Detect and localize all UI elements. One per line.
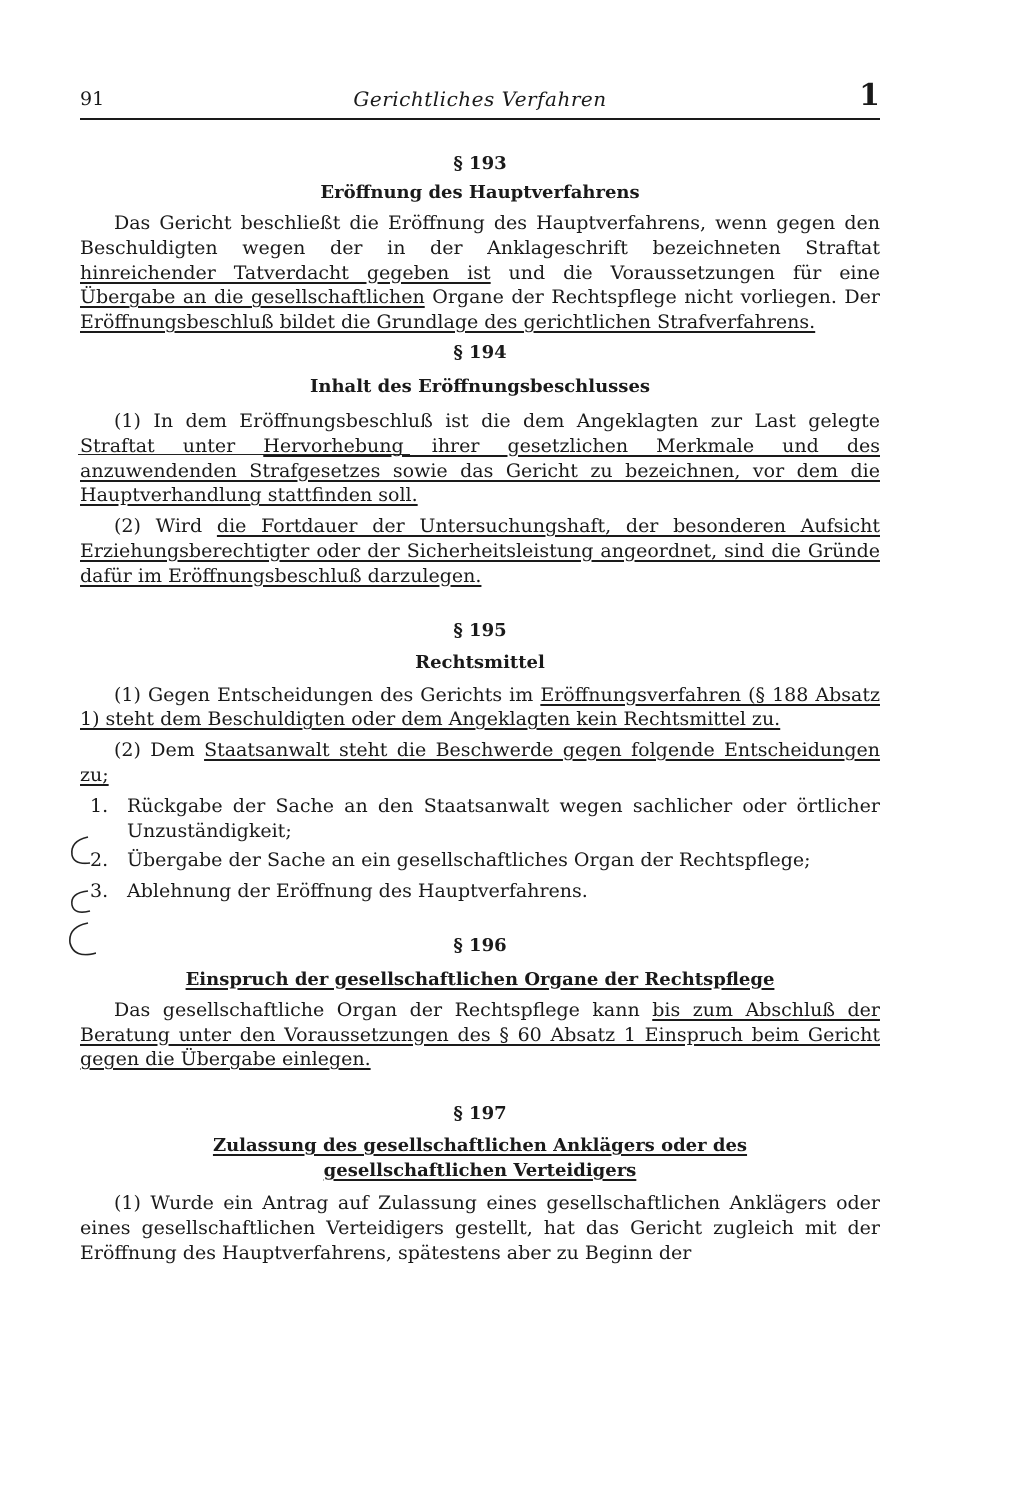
paragraph: (1) Wurde ein Antrag auf Zulassung eines gesellschaftlichen Anklägers oder eines gesellschaftlichen Verteidigers gestellt, hat das Gericht zugleich mit der Eröffnung des Hauptverfahrens, spätestens aber zu Beginn der: [80, 1192, 880, 1264]
underlined-passage: Staatsanwalt steht die Beschwerde gegen folgende Entscheidungen zu;: [80, 739, 880, 786]
section-title: Rechtsmittel: [415, 651, 545, 673]
section-number: § 194: [453, 341, 507, 363]
list-item: 2. Übergabe der Sache an ein gesellschaftliches Organ der Rechtspflege;: [90, 848, 811, 871]
running-title: Gerichtliches Verfahren: [353, 87, 607, 111]
section-number: § 195: [453, 619, 507, 641]
underlined-title: gesellschaftlichen Verteidigers: [323, 1160, 637, 1182]
page-header: [80, 78, 880, 120]
chapter-number: 1: [859, 78, 880, 113]
underlined-passage: Eröffnungsverfahren (§ 188 Absatz 1) steht dem Beschuldigten oder dem Angeklagten kein Rechtsmittel zu.: [80, 683, 880, 731]
section-197: [80, 1100, 880, 1265]
underlined-passage: die Fortdauer der Untersuchungshaft, der besonderen Aufsicht Erziehungsberechtigter oder der Sicherheitsleistung angeordnet, sind die Gründe dafür im Eröffnungsbeschluß darzulegen.: [80, 515, 880, 587]
underlined-passage: hinreichender Tatverdacht gegeben ist: [80, 261, 491, 284]
section-195: [80, 617, 880, 904]
section-title: [80, 1158, 880, 1183]
paragraph: Das gesellschaftliche Organ der Rechtspflege kann bis zum Abschluß der Beratung unter den Voraussetzungen des § 60 Absatz 1 Einspruch beim Gericht gegen die Übergabe einlegen.: [80, 998, 880, 1071]
section-number: § 193: [453, 153, 507, 174]
underlined-passage: Eröffnungsbeschluß bildet die Grundlage des gerichtlichen Strafverfahrens.: [80, 311, 816, 334]
list-item: 1. Rückgabe der Sache an den Staatsanwalt wegen sachlicher oder örtlicher Unzuständigkeit;: [90, 794, 880, 842]
section-title: [80, 967, 880, 992]
underlined-title: Einspruch der gesellschaftlichen Organe der Rechtspflege: [185, 968, 775, 990]
paragraph: (1) In dem Eröffnungsbeschluß ist die dem Angeklagten zur Last gelegte Straftat unter Hervorhebung ihrer gesetzlichen Merkmale und des anzuwendenden Strafgesetzes sowie das Gericht zu bezeichnen, vor dem die Hauptverhandlung stattfinden soll.: [80, 409, 880, 507]
section-title: [80, 1133, 880, 1158]
list-item: 3. Ablehnung der Eröffnung des Hauptverfahrens.: [90, 879, 588, 902]
section-194: [80, 339, 880, 589]
paragraph: Das Gericht beschließt die Eröffnung des Hauptverfahrens, wenn gegen den Beschuldigten wegen der in der Anklageschrift bezeichneten Straftat hinreichender Tatverdacht gegeben ist und die Voraussetzungen für eine Übergabe an die gesellschaftlichen Organe der Rechtspflege nicht vorliegen. Der Eröffnungsbeschluß bildet die Grundlage des gerichtlichen Strafverfahrens.: [80, 212, 880, 334]
underlined-passage: Übergabe an die gesellschaftlichen: [80, 286, 425, 309]
underlined-title: Zulassung des gesellschaftlichen Anklägers oder des: [212, 1135, 748, 1157]
document-page: [80, 78, 880, 1266]
paragraph: (1) Gegen Entscheidungen des Gerichts im Eröffnungsverfahren (§ 188 Absatz 1) steht dem Beschuldigten oder dem Angeklagten kein Rechtsmittel zu.: [80, 683, 880, 731]
section-title: Inhalt des Eröffnungsbeschlusses: [309, 375, 651, 397]
section-193: [80, 150, 880, 335]
underlined-passage: bis zum Abschluß der Beratung unter den Voraussetzungen des § 60 Absatz 1 Einspruch beim Gericht gegen die Übergabe einlegen.: [80, 998, 880, 1071]
section-number: § 197: [453, 1103, 507, 1125]
section-196: [80, 932, 880, 1072]
page-number: 91: [80, 88, 105, 110]
section-number: § 196: [453, 934, 507, 956]
paragraph: (2) Dem Staatsanwalt steht die Beschwerde gegen folgende Entscheidungen zu;: [80, 739, 880, 786]
underlined-passage: Hervorhebung ihrer gesetzlichen Merkmale und des anzuwendenden Strafgesetzes sowie das Gericht zu bezeichnen, vor dem die Hauptverhandlung stattfinden soll.: [80, 434, 880, 507]
section-title: Eröffnung des Hauptverfahrens: [320, 182, 640, 203]
decision-list: [80, 794, 880, 904]
paragraph: (2) Wird die Fortdauer der Untersuchungshaft, der besonderen Aufsicht Erziehungsberechtigter oder der Sicherheitsleistung angeordnet, sind die Gründe dafür im Eröffnungsbeschluß darzulegen.: [80, 515, 880, 587]
